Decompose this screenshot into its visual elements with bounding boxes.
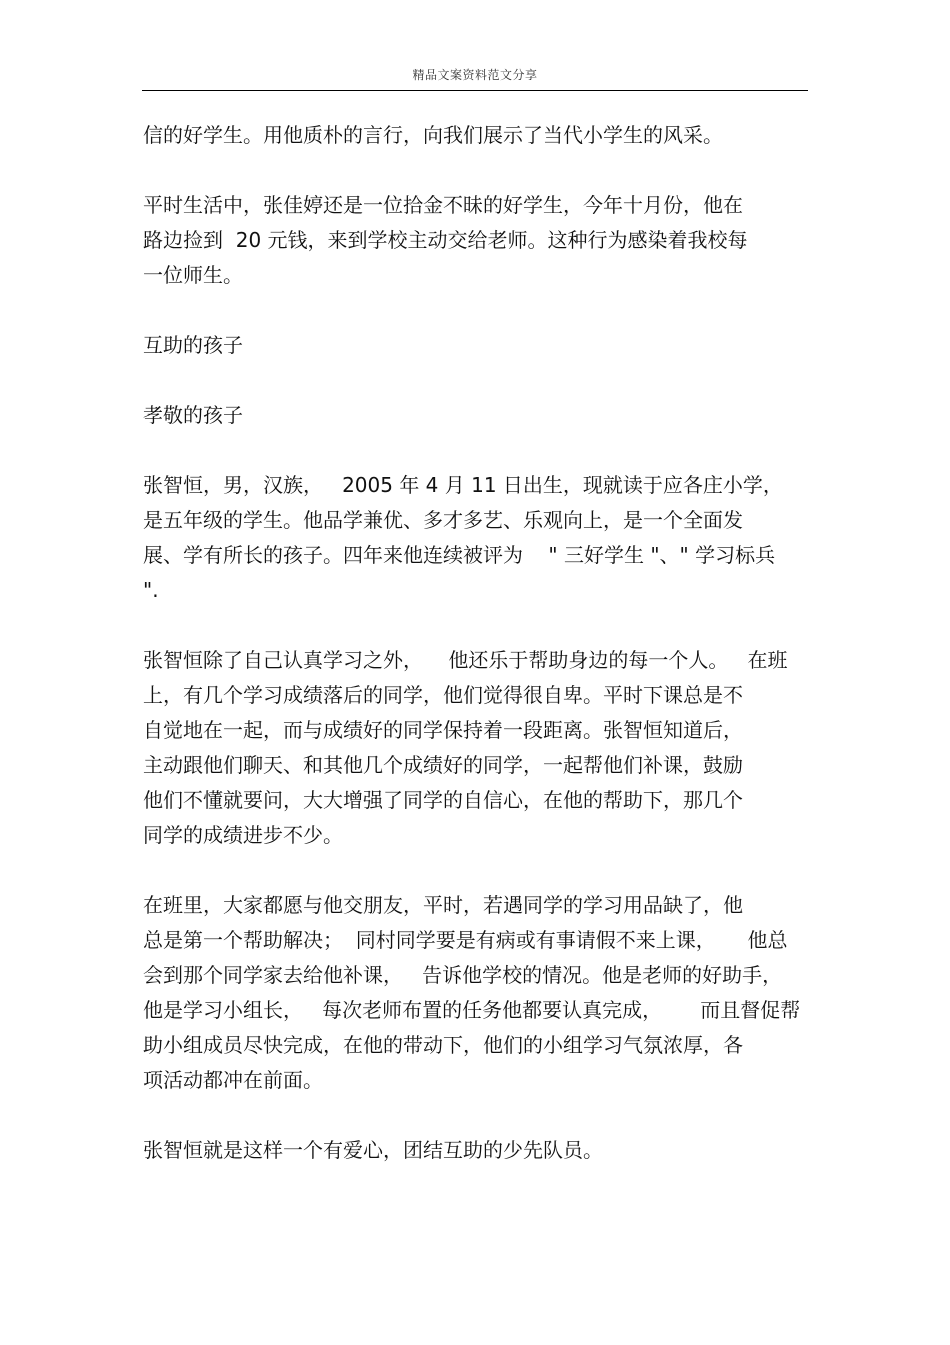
paragraph xyxy=(143,1133,813,1168)
text-line: 展、学有所长的孩子。四年来他连续被评为 " 三好学生 "、" 学习标兵 xyxy=(143,543,776,567)
text-line: 他们不懂就要问，大大增强了同学的自信心，在他的帮助下，那几个 xyxy=(143,788,743,812)
header-divider xyxy=(142,90,808,91)
text-line: 平时生活中，张佳婷还是一位拾金不昧的好学生，今年十月份，他在 xyxy=(143,193,743,217)
text-line: 张智恒就是这样一个有爱心，团结互助的少先队员。 xyxy=(143,1138,603,1162)
text-line: 是五年级的学生。他品学兼优、多才多艺、乐观向上，是一个全面发 xyxy=(143,508,743,532)
text-line: 自觉地在一起，而与成绩好的同学保持着一段距离。张智恒知道后， xyxy=(143,718,743,742)
text-line: 孝敬的孩子 xyxy=(143,403,243,427)
text-line: ". xyxy=(143,578,159,602)
paragraph xyxy=(143,468,813,608)
text-line: 主动跟他们聊天、和其他几个成绩好的同学，一起帮他们补课，鼓励 xyxy=(143,753,743,777)
text-line: 项活动都冲在前面。 xyxy=(143,1068,323,1092)
text-line: 路边捡到 20 元钱，来到学校主动交给老师。这种行为感染着我校每 xyxy=(143,228,748,252)
text-line: 同学的成绩进步不少。 xyxy=(143,823,343,847)
page-header: 精品文案资料范文分享 xyxy=(412,68,538,82)
text-line: 互助的孩子 xyxy=(143,333,243,357)
paragraph xyxy=(143,188,813,293)
text-line: 助小组成员尽快完成，在他的带动下，他们的小组学习气氛浓厚，各 xyxy=(143,1033,743,1057)
text-line: 信的好学生。用他质朴的言行，向我们展示了当代小学生的风采。 xyxy=(143,123,723,147)
text-line: 总是第一个帮助解决； 同村同学要是有病或有事请假不来上课， 他总 xyxy=(143,928,788,952)
paragraph xyxy=(143,888,813,1098)
text-line: 在班里，大家都愿与他交朋友，平时，若遇同学的学习用品缺了，他 xyxy=(143,893,743,917)
document-body xyxy=(143,118,813,1203)
section-heading xyxy=(143,398,813,433)
text-line: 他是学习小组长， 每次老师布置的任务他都要认真完成， 而且督促帮 xyxy=(143,998,801,1022)
section-heading xyxy=(143,328,813,363)
text-line: 一位师生。 xyxy=(143,263,243,287)
text-line: 会到那个同学家去给他补课， 告诉他学校的情况。他是老师的好助手， xyxy=(143,963,783,987)
text-line: 上，有几个学习成绩落后的同学，他们觉得很自卑。平时下课总是不 xyxy=(143,683,743,707)
text-line: 张智恒除了自己认真学习之外， 他还乐于帮助身边的每一个人。 在班 xyxy=(143,648,788,672)
text-line: 张智恒，男，汉族， 2005 年 4 月 11 日出生，现就读于应各庄小学， xyxy=(143,473,783,497)
paragraph xyxy=(143,118,813,153)
paragraph xyxy=(143,643,813,853)
